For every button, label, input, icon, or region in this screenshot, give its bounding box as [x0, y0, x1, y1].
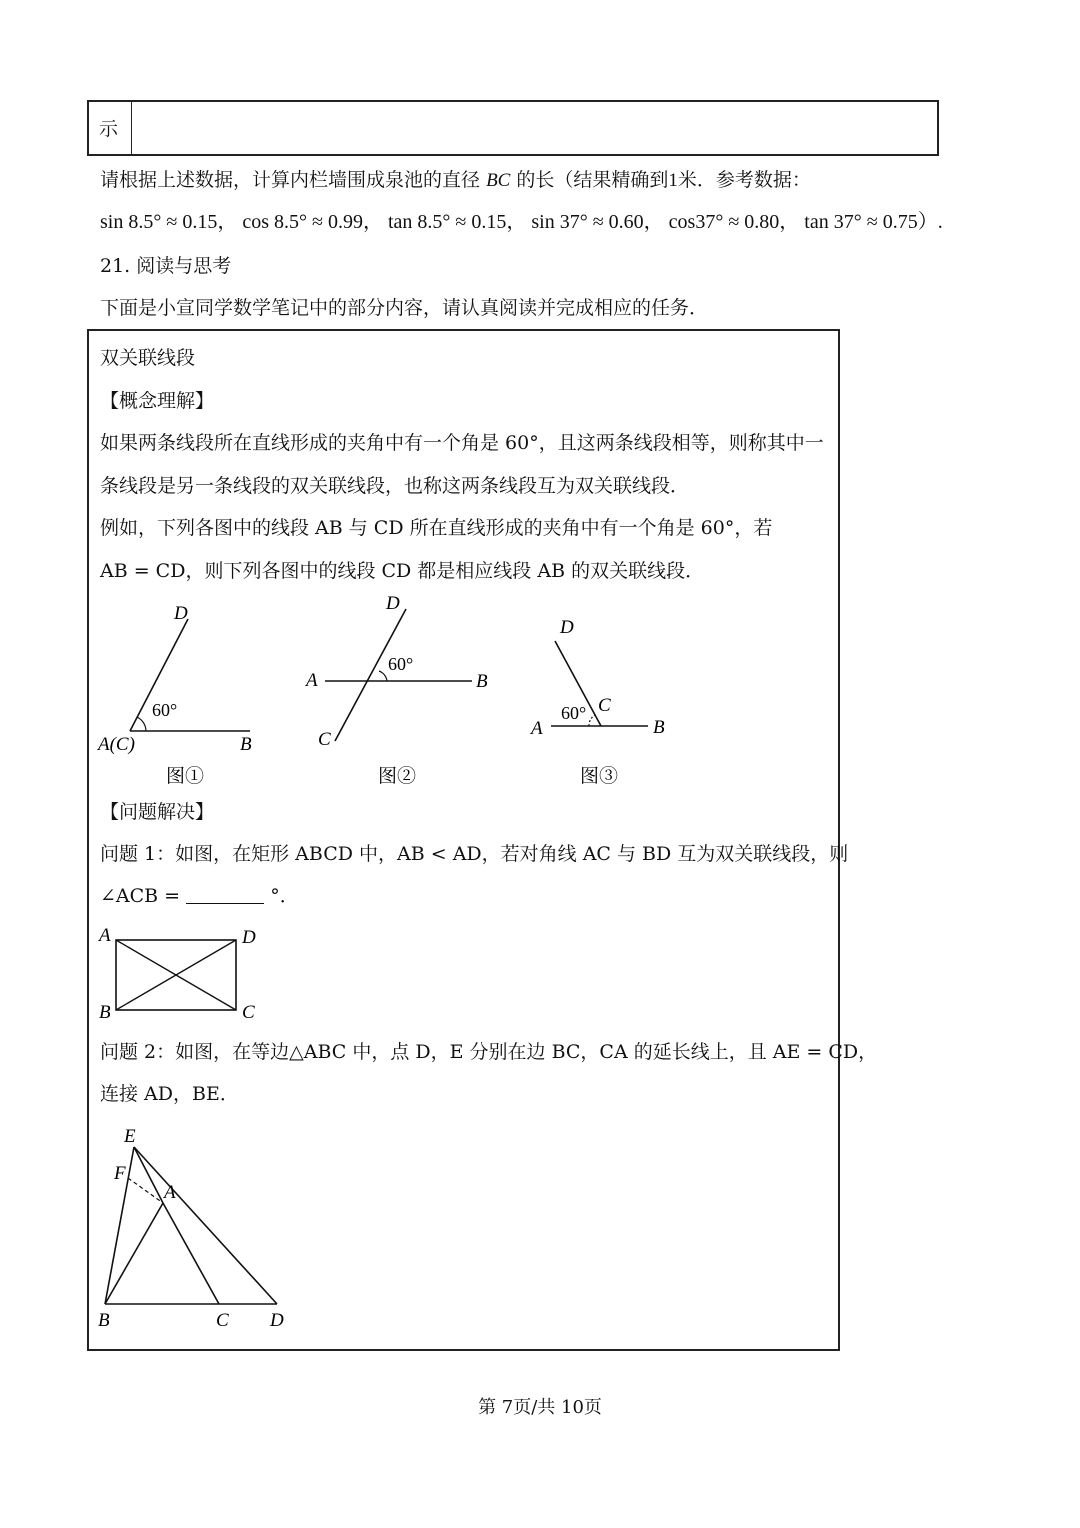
- tri-label-c: C: [216, 1310, 229, 1331]
- answer-blank[interactable]: [186, 885, 264, 904]
- fig3-angle-arc: [589, 715, 595, 726]
- q21-intro: 下面是小宣同学数学笔记中的部分内容，请认真阅读并完成相应的任务．: [100, 297, 709, 319]
- rect-label-c: C: [242, 1002, 255, 1023]
- table-cell-left: [89, 102, 132, 154]
- fig2-label-a: A: [306, 670, 318, 691]
- fig3-label-d: D: [560, 617, 574, 638]
- fig2-angle-arc: [379, 671, 387, 681]
- fig3-caption: 图③: [580, 766, 619, 787]
- fig2-label-d: D: [386, 595, 400, 614]
- solve-header: 【问题解决】: [100, 801, 215, 823]
- figure-1: [96, 603, 252, 787]
- tri-label-a: A: [164, 1182, 176, 1203]
- rect-label-d: D: [242, 927, 256, 948]
- problem-1-line-1: 问题 1：如图，在矩形 ABCD 中，AB < AD，若对角线 AC 与 BD 互为双关联线段，则: [100, 843, 849, 865]
- fig1-label-ac: A(C): [98, 734, 135, 755]
- fig1-label-b: B: [240, 734, 252, 755]
- tri-label-d: D: [270, 1310, 284, 1331]
- definition-line-1: 如果两条线段所在直线形成的夹角中有一个角是 60°，且这两条线段相等，则称其中一: [100, 432, 824, 454]
- problem-1-line-2: ∠ACB = °．: [100, 885, 299, 907]
- tri-label-f: F: [114, 1163, 126, 1184]
- q20-line1: 请根据上述数据，计算内栏墙围成泉池的直径 BC 的长（结果精确到1米．参考数据：: [100, 169, 811, 191]
- segment-fa-dashed: [128, 1178, 163, 1203]
- fig1-label-d: D: [174, 603, 188, 624]
- fig1-label-angle: 60°: [152, 700, 178, 720]
- figure-3: [529, 617, 665, 787]
- problem-2-line-1: 问题 2：如图，在等边△ABC 中，点 D，E 分别在边 BC，CA 的延长线上，且 AE = CD，: [100, 1041, 878, 1063]
- fig2-label-b: B: [476, 671, 488, 692]
- segment-ac: [163, 1203, 219, 1304]
- q21-heading: 21. 阅读与思考: [100, 255, 232, 277]
- example-line-2: AB = CD，则下列各图中的线段 CD 都是相应线段 AB 的双关联线段．: [100, 560, 705, 582]
- fig2-caption: 图②: [378, 766, 417, 787]
- fig3-label-a: A: [531, 718, 543, 739]
- figure-2: [304, 595, 488, 787]
- example-line-1: 例如，下列各图中的线段 AB 与 CD 所在直线形成的夹角中有一个角是 60°，若: [100, 517, 773, 539]
- example-figures: [88, 595, 788, 795]
- fig3-label-angle: 60°: [561, 703, 587, 723]
- table-cell-text: 示: [99, 118, 119, 140]
- problem-2-line-2: 连接 AD，BE．: [100, 1083, 239, 1105]
- fig2-label-angle: 60°: [388, 654, 414, 674]
- note-title: 双关联线段: [100, 347, 196, 369]
- tri-label-b: B: [98, 1310, 110, 1331]
- q20-reference-data: sin 8.5° ≈ 0.15， cos 8.5° ≈ 0.99， tan 8.5° ≈ 0.15， sin 37° ≈ 0.60， cos37° ≈ 0.80， tan 37° ≈ 0.75）.: [100, 211, 943, 233]
- fig3-label-c: C: [598, 695, 611, 716]
- definition-line-2: 条线段是另一条线段的双关联线段，也称这两条线段互为双关联线段．: [100, 475, 690, 497]
- table-fragment: [87, 100, 939, 156]
- tri-label-e: E: [124, 1126, 136, 1147]
- fig2-label-c: C: [318, 729, 331, 750]
- fig2-segment-cd: [335, 609, 406, 741]
- rect-label-b: B: [99, 1002, 111, 1023]
- rectangle-figure: [90, 920, 280, 1026]
- rect-label-a: A: [99, 925, 111, 946]
- fig1-angle-arc: [137, 717, 146, 731]
- fig1-caption: 图①: [166, 766, 205, 787]
- triangle-figure: [90, 1120, 310, 1335]
- concept-header: 【概念理解】: [100, 390, 215, 412]
- page-footer: 第 7页/共 10页: [478, 1397, 602, 1418]
- fig3-label-b: B: [653, 717, 665, 738]
